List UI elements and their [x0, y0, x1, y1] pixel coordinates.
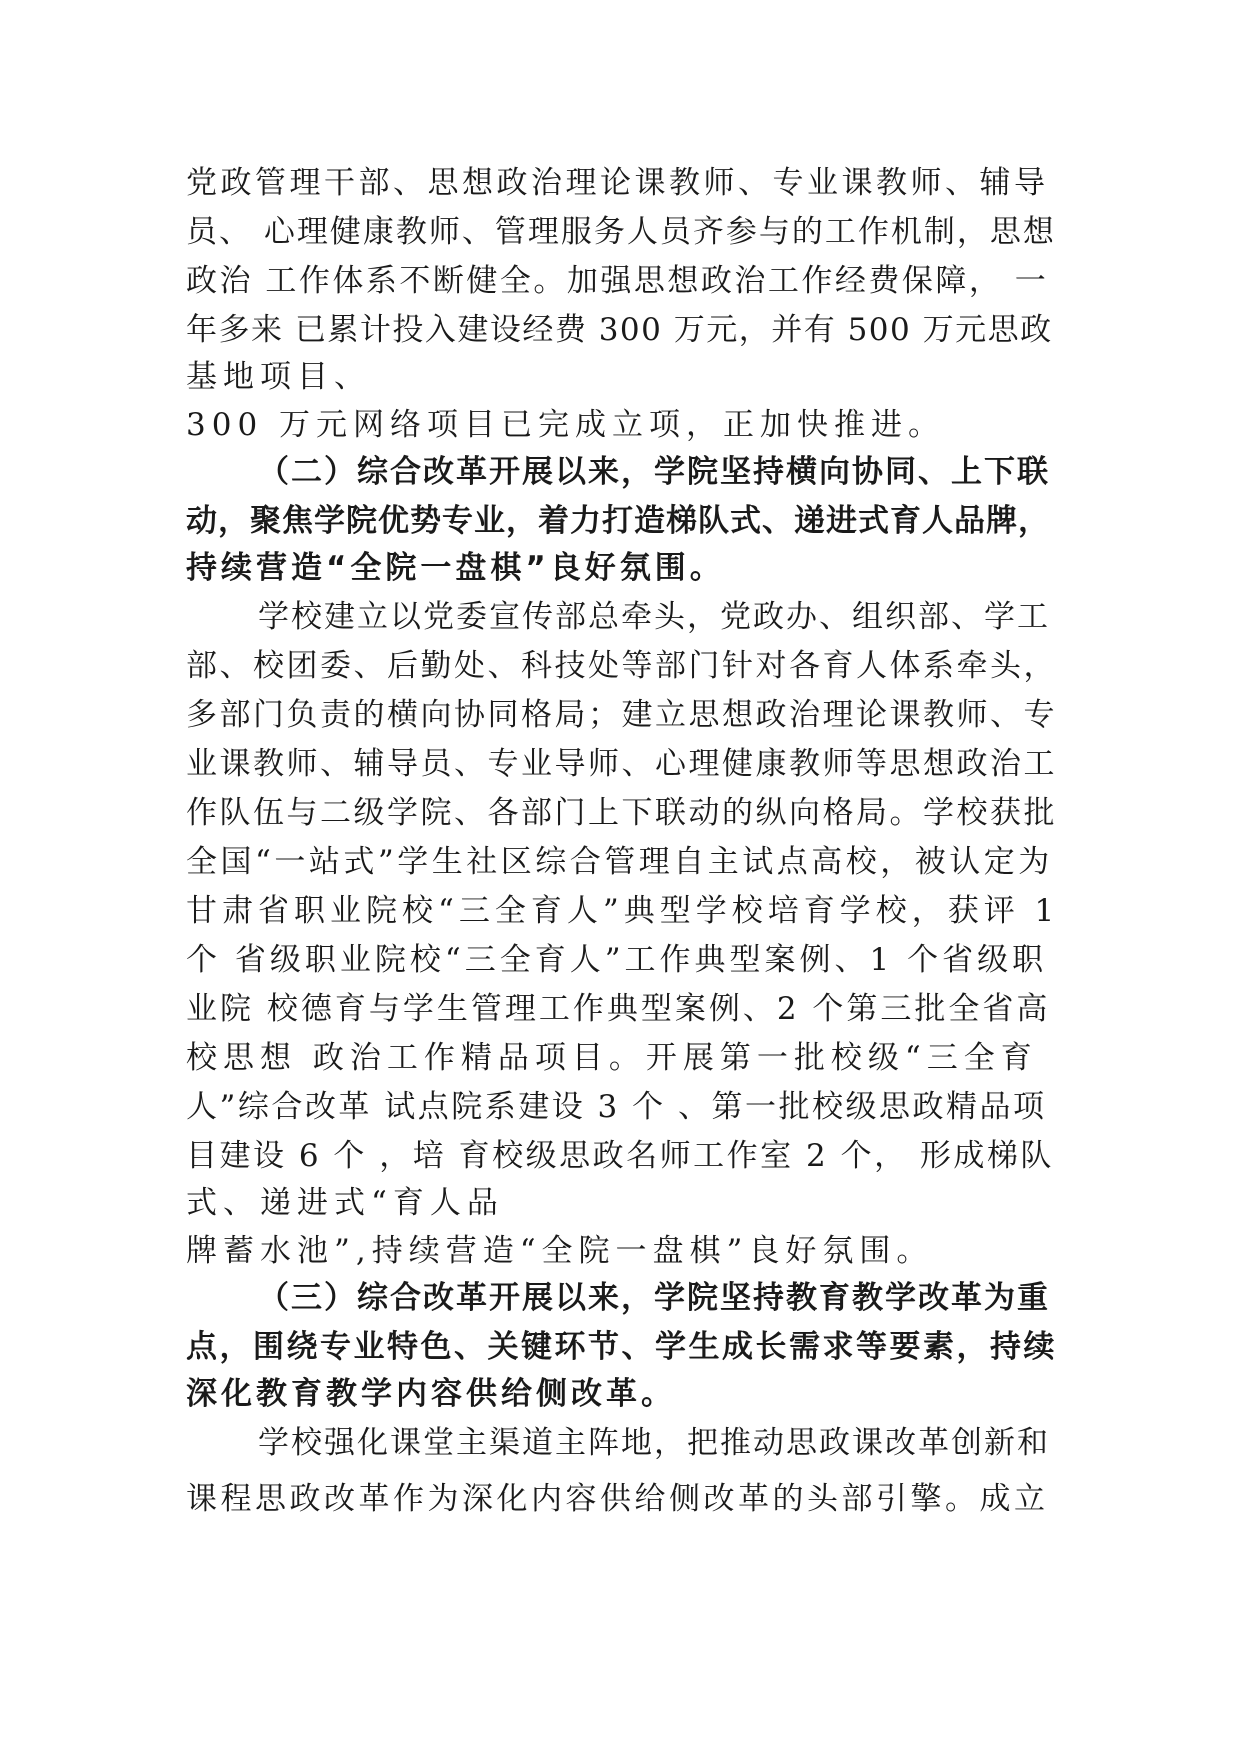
text-line: 政治 工作体系不断健全。加强思想政治工作经费保障， 一 — [186, 263, 1049, 299]
text-line: 多部门负责的横向协同格局；建立思想政治理论课教师、专 — [186, 697, 1057, 733]
text-line: 式、递进式“育人品 — [186, 1185, 504, 1221]
text-line: 部、校团委、后勤处、科技处等部门针对各育人体系牵头， — [186, 648, 1057, 684]
text-line: 学校建立以党委宣传部总牵头，党政办、组织部、学工 — [258, 599, 1050, 635]
text-line: 员、 心理健康教师、管理服务人员齐参与的工作机制，思想 — [186, 214, 1056, 250]
text-line: 作队伍与二级学院、各部门上下联动的纵向格局。学校获批 — [186, 795, 1057, 831]
text-line: 基地项目、 — [186, 359, 371, 395]
text-line: 300 万元网络项目已完成立项，正加快推进。 — [186, 407, 946, 443]
text-line: 校思想 政治工作精品项目。开展第一批校级“三全育 — [186, 1040, 1038, 1076]
text-line: 党政管理干部、思想政治理论课教师、专业课教师、辅导 — [186, 165, 1049, 201]
heading-line: （三）综合改革开展以来，学院坚持教育教学改革为重 — [258, 1280, 1050, 1316]
text-line: 年多来 已累计投入建设经费 300 万元，并有 500 万元思政 — [186, 312, 1053, 348]
text-line: 学校强化课堂主渠道主阵地，把推动思政课改革创新和 — [258, 1425, 1050, 1461]
text-line: 业课教师、辅导员、专业导师、心理健康教师等思想政治工 — [186, 746, 1057, 782]
text-line: 业院 校德育与学生管理工作典型案例、2 个第三批全省高 — [186, 991, 1051, 1027]
text-line: 目建设 6 个 ，培 育校级思政名师工作室 2 个， 形成梯队 — [186, 1138, 1054, 1174]
heading-line: 深化教育教学内容供给侧改革。 — [186, 1376, 676, 1412]
text-line: 课程思政改革作为深化内容供给侧改革的头部引擎。成立 — [186, 1481, 1049, 1517]
text-line: 人”综合改革 试点院系建设 3 个 、第一批校级思政精品项 — [186, 1089, 1047, 1125]
heading-line: 点，围绕专业特色、关键环节、学生成长需求等要素，持续 — [186, 1329, 1057, 1365]
text-line: 个 省级职业院校“三全育人”工作典型案例、1 个省级职 — [186, 942, 1048, 978]
text-line: 甘肃省职业院校“三全育人”典型学校培育学校，获评 1 — [186, 893, 1060, 929]
text-line: 牌蓄水池”,持续营造“全院一盘棋”良好氛围。 — [186, 1233, 934, 1269]
heading-line: （二）综合改革开展以来，学院坚持横向协同、上下联 — [258, 454, 1050, 490]
text-line: 全国“一站式”学生社区综合管理自主试点高校，被认定为 — [186, 844, 1053, 880]
heading-line: 动，聚焦学院优势专业，着力打造梯队式、递进式育人品牌， — [186, 503, 1050, 539]
heading-line: 持续营造“全院一盘棋”良好氛围。 — [186, 550, 725, 586]
